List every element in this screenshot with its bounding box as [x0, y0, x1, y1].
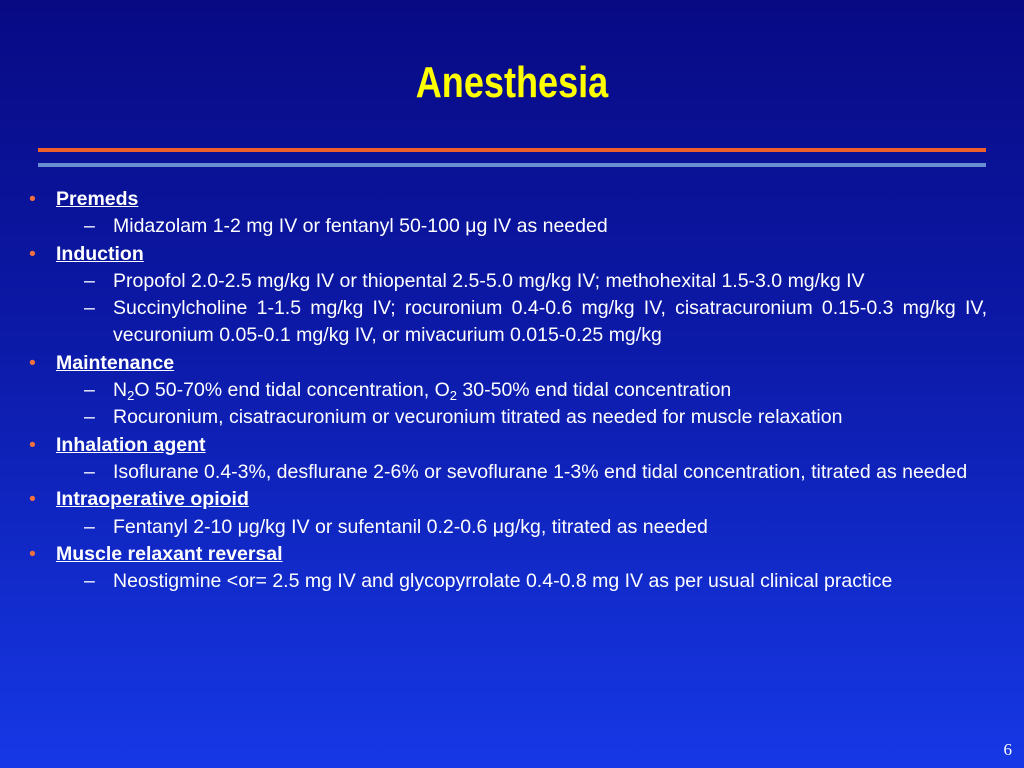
list-item: – $N_2O$ 50-70% end tidal concentration, $O_2$ 30-50% end tidal concentration — [84, 379, 732, 404]
bullet-icon: • — [29, 542, 36, 565]
dash-icon: – — [84, 379, 95, 402]
list-item: – Rocuronium, cisatracuronium or vecuronium titrated as needed for muscle relaxation — [0, 404, 1024, 431]
page-number: 6 — [1003, 740, 1012, 759]
section-heading: • Muscle relaxant reversal — [0, 541, 1024, 568]
list-item: – Fentanyl 2-10 μg/kg IV or sufentanil 0.2-0.6 μg/kg, titrated as needed — [0, 514, 1024, 541]
bullet-icon: • — [29, 351, 36, 374]
dash-icon: – — [84, 269, 95, 292]
slide-body — [0, 186, 1024, 595]
section-heading: • Maintenance — [0, 350, 1024, 377]
section-heading: • Inhalation agent — [0, 432, 1024, 459]
list-item: – Propofol 2.0-2.5 mg/kg IV or thiopental 2.5-5.0 mg/kg IV; methohexital 1.5-3.0 mg/kg IV — [0, 268, 1024, 295]
list-item: – Midazolam 1-2 mg IV or fentanyl 50-100 μg IV as needed — [0, 213, 1024, 240]
dash-icon: – — [84, 570, 95, 593]
dash-icon: – — [84, 215, 95, 238]
section-heading: • Premeds — [0, 186, 1024, 213]
divider-blue — [38, 163, 986, 167]
bullet-icon: • — [29, 433, 36, 456]
list-item: – Neostigmine <or= 2.5 mg IV and glycopyrrolate 0.4-0.8 mg IV as per usual clinical practice — [0, 568, 1024, 595]
slide-title: Anesthesia — [415, 58, 609, 107]
dash-icon: – — [84, 406, 95, 429]
section-heading: • Induction — [0, 241, 1024, 268]
dash-icon: – — [84, 297, 95, 320]
divider-orange — [38, 148, 986, 152]
dash-icon: – — [84, 515, 95, 538]
bullet-icon: • — [29, 188, 36, 210]
section-heading: • Intraoperative opioid — [0, 486, 1024, 513]
list-item: – Isoflurane 0.4-3%, desflurane 2-6% or sevoflurane 1-3% end tidal concentration, titrated as needed — [0, 459, 1024, 486]
list-item: – Succinylcholine 1-1.5 mg/kg IV; rocuronium 0.4-0.6 mg/kg IV, cisatracuronium 0.15-0.3 mg/kg IV, vecuronium 0.05-0.1 mg/kg IV, or mivacurium 0.015-0.25 mg/kg — [84, 297, 987, 347]
dash-icon: – — [84, 460, 95, 483]
bullet-icon: • — [29, 242, 36, 265]
bullet-icon: • — [29, 488, 36, 511]
